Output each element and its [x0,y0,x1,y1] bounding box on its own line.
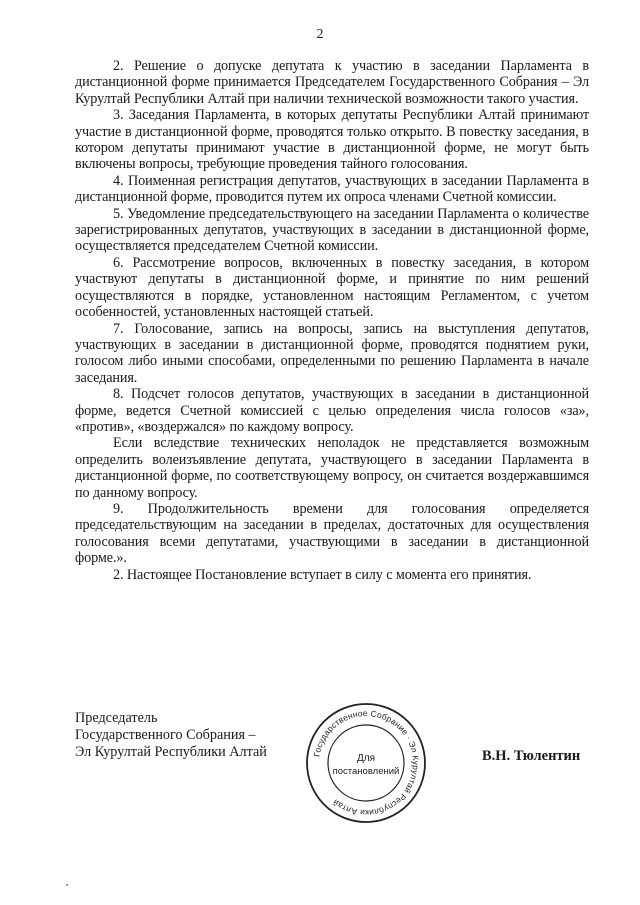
paragraph-2: 2. Решение о допуске депутата к участию в заседании Парламента в дистанционной форме принимается Председателем Государственного Собрания – Эл Курултай Республики Алтай при наличии технической возможности такого участия. [75,58,589,107]
paragraph-7: 7. Голосование, запись на вопросы, запись на выступления депутатов, участвующих в заседании в дистанционной форме, проводятся поднятием руки, голосом либо иными способами, определенными по решению Парламента в начале заседания. [75,320,589,386]
paragraph-5: 5. Уведомление председательствующего на заседании Парламента о количестве зарегистрированных депутатов, участвующих в заседании в дистанционной форме, осуществляется председателем Счетной комиссии. [75,205,589,255]
seal-center-text-2: постановлений [332,766,400,777]
official-seal-stamp [303,700,429,826]
signatory-name: В.Н. Тюлентин [482,748,581,764]
seal-ring-text: Государственное Собрание · Эл Курултай Республики Алтай [311,707,422,819]
paragraph-4: 4. Поименная регистрация депутатов, участвующих в заседании Парламента в дистанционной форме, проводится путем их опроса членами Счетной комиссии. [75,172,589,206]
page-number: 2 [316,27,324,42]
signatory-title [75,710,267,761]
paragraph-3: 3. Заседания Парламента, в которых депутаты Республики Алтай принимают участие в дистанционной форме, проводятся только открыто. В повестку заседания, в котором депутаты принимают участие в дистанционной форме, не могут быть включены вопросы, требующие проведения тайного голосования. [75,107,589,173]
signatory-title-line-1: Председатель [75,710,158,726]
signatory-title-line-3: Эл Курултай Республики Алтай [75,744,267,760]
paragraph-6: 6. Рассмотрение вопросов, включенных в повестку заседания, в котором участвуют депутаты в дистанционной форме, и принятие по ним решений осуществляются в порядке, установленном настоящим Регламентом, с учетом особенностей, установленных настоящей статьей. [75,254,589,321]
paragraph-8: 8. Подсчет голосов депутатов, участвующих в заседании в дистанционной форме, ведется Счетной комиссией с целью определения числа голосов «за», «против», «воздержался» по каждому вопросу. [75,386,589,435]
scan-speck [66,884,68,886]
seal-center-text-1: Для [356,753,376,764]
paragraph-effective-date: 2. Настоящее Постановление вступает в силу с момента его принятия. [113,566,532,583]
paragraph-8-continuation: Если вследствие технических неполадок не представляется возможным определить волеизъявление депутата, участвующего в заседании Парламента в дистанционной форме, по соответствующему вопросу, он считается воздержавшимся по данному вопросу. [75,435,589,501]
paragraph-9: 9. Продолжительность времени для голосования определяется председательствующим на заседании в пределах, достаточных для осуществления голосования всеми депутатами, участвующими в заседании в дистанционной форме.». [75,500,589,567]
document-body [75,58,589,583]
signatory-title-line-2: Государственного Собрания – [75,727,256,743]
